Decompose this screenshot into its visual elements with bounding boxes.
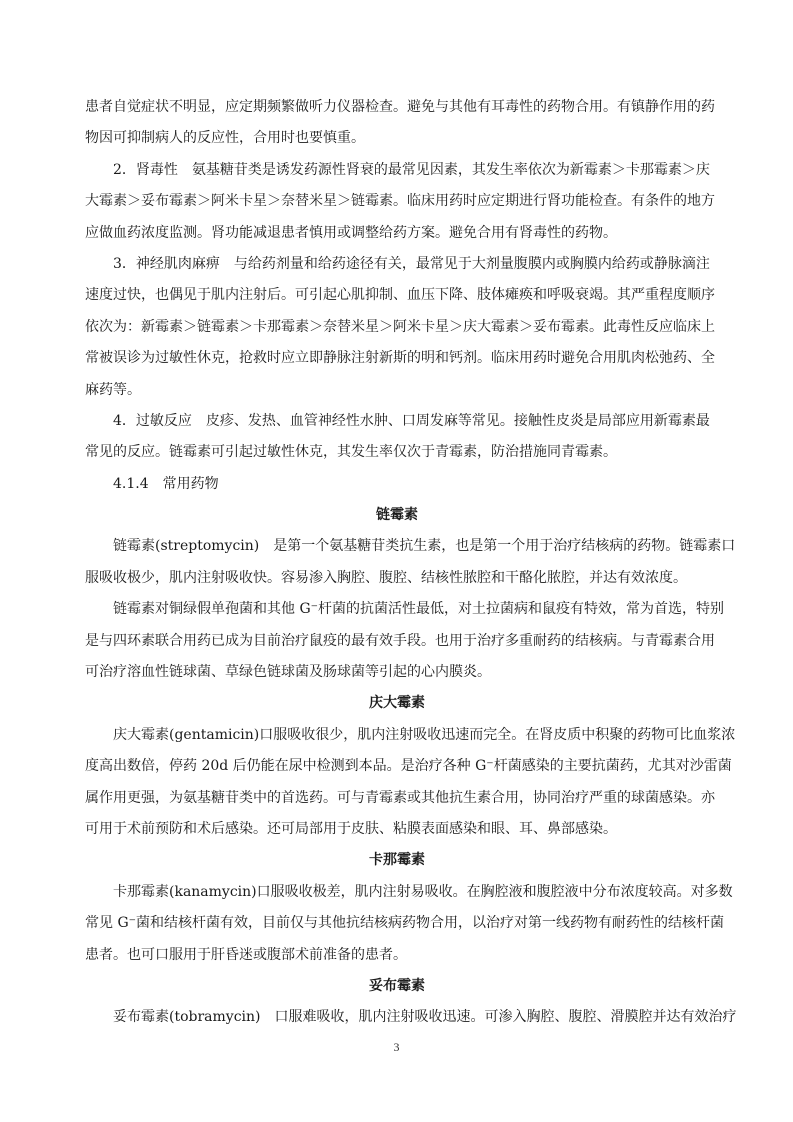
text-line: 常见的反应。链霉素可引起过敏性休克，其发生率仅次于青霉素，防治措施同青霉素。 bbox=[85, 444, 617, 461]
paragraph bbox=[85, 249, 715, 406]
section-heading: 链霉素 bbox=[376, 507, 418, 524]
page-number: 3 bbox=[393, 1040, 400, 1054]
paragraph bbox=[85, 1002, 737, 1033]
text-line: 应做血药浓度监测。肾功能减退患者慎用或调整给药方案。避免合用有肾毒性的药物。 bbox=[85, 224, 617, 241]
text-line: 妥布霉素(tobramycin) 口服难吸收，肌内注射吸收迅速。可渗入胸腔、腹腔、滑膜腔并达有效治疗 bbox=[113, 1009, 737, 1026]
paragraph bbox=[85, 531, 736, 594]
text-line: 依次为：新霉素＞链霉素＞卡那霉素＞奈替米星＞阿米卡星＞庆大霉素＞妥布霉素。此毒性反应临床上 bbox=[85, 318, 715, 335]
text-line: 大霉素＞妥布霉素＞阿米卡星＞奈替米星＞链霉素。临床用药时应定期进行肾功能检查。有条件的地方 bbox=[85, 193, 715, 210]
paragraph bbox=[85, 720, 736, 846]
text-line: 常被误诊为过敏性休克，抢救时应立即静脉注射新斯的明和钙剂。临床用药时避免合用肌肉松弛药、全 bbox=[85, 350, 715, 367]
text-line: 2．肾毒性 氨基糖苷类是诱发药源性肾衰的最常见因素，其发生率依次为新霉素＞卡那霉素＞庆 bbox=[113, 161, 710, 178]
section-heading: 妥布霉素 bbox=[369, 977, 425, 994]
section-heading: 庆大霉素 bbox=[369, 695, 425, 712]
paragraph bbox=[85, 92, 715, 155]
text-line: 可用于术前预防和术后感染。还可局部用于皮肤、粘膜表面感染和眼、耳、鼻部感染。 bbox=[85, 820, 617, 837]
paragraph bbox=[85, 469, 709, 500]
text-line: 麻药等。 bbox=[85, 381, 141, 398]
text-line: 患者自觉症状不明显，应定期频繁做听力仪器检查。避免与其他有耳毒性的药物合用。有镇静作用的药 bbox=[85, 99, 715, 115]
text-line: 属作用更强，为氨基糖苷类中的首选药。可与青霉素或其他抗生素合用，协同治疗严重的球菌感染。亦 bbox=[85, 789, 715, 806]
paragraph bbox=[85, 877, 733, 971]
text-line: 链霉素对铜绿假单孢菌和其他 G⁻杆菌的抗菌活性最低，对土拉菌病和鼠疫有特效，常为首选，特别 bbox=[113, 601, 725, 618]
text-line: 服吸收极少，肌内注射吸收快。容易渗入胸腔、腹腔、结核性脓腔和干酪化脓腔，并达有效浓度。 bbox=[85, 569, 687, 586]
text-line: 4.1.4 常用药物 bbox=[113, 475, 219, 492]
text-line: 可治疗溶血性链球菌、草绿色链球菌及肠球菌等引起的心内膜炎。 bbox=[85, 664, 491, 681]
paragraph bbox=[85, 155, 715, 249]
document-body bbox=[85, 92, 737, 1034]
text-line: 患者。也可口服用于肝昏迷或腹部术前准备的患者。 bbox=[85, 946, 407, 963]
paragraph bbox=[85, 406, 709, 469]
text-line: 4．过敏反应 皮疹、发热、血管神经性水肿、口周发麻等常见。接触性皮炎是局部应用新霉素最 bbox=[113, 412, 710, 429]
text-line: 度高出数倍，停药 20d 后仍能在尿中检测到本品。是治疗各种 G⁻杆菌感染的主要抗菌药，尤其对沙雷菌 bbox=[85, 758, 732, 775]
section-heading: 卡那霉素 bbox=[369, 852, 425, 869]
text-line: 3．神经肌肉麻痹 与给药剂量和给药途径有关，最常见于大剂量腹膜内或胸膜内给药或静脉滴注 bbox=[113, 255, 710, 272]
text-line: 庆大霉素(gentamicin)口服吸收很少，肌内注射吸收迅速而完全。在肾皮质中积聚的药物可比血浆浓 bbox=[113, 726, 736, 743]
text-line: 链霉素(streptomycin) 是第一个氨基糖苷类抗生素，也是第一个用于治疗结核病的药物。链霉素口 bbox=[113, 538, 736, 555]
text-line: 物因可抑制病人的反应性，合用时也要慎重。 bbox=[85, 130, 365, 147]
text-line: 速度过快，也偶见于肌内注射后。可引起心肌抑制、血压下降、肢体瘫痪和呼吸衰竭。其严重程度顺序 bbox=[85, 287, 715, 304]
text-line: 卡那霉素(kanamycin)口服吸收极差，肌内注射易吸收。在胸腔液和腹腔液中分布浓度较高。对多数 bbox=[113, 883, 733, 900]
text-line: 常见 G⁻菌和结核杆菌有效，目前仅与其他抗结核病药物合用，以治疗对第一线药物有耐药性的结核杆菌 bbox=[85, 915, 725, 932]
text-line: 是与四环素联合用药已成为目前治疗鼠疫的最有效手段。也用于治疗多重耐药的结核病。与青霉素合用 bbox=[85, 632, 715, 649]
paragraph bbox=[85, 594, 725, 688]
